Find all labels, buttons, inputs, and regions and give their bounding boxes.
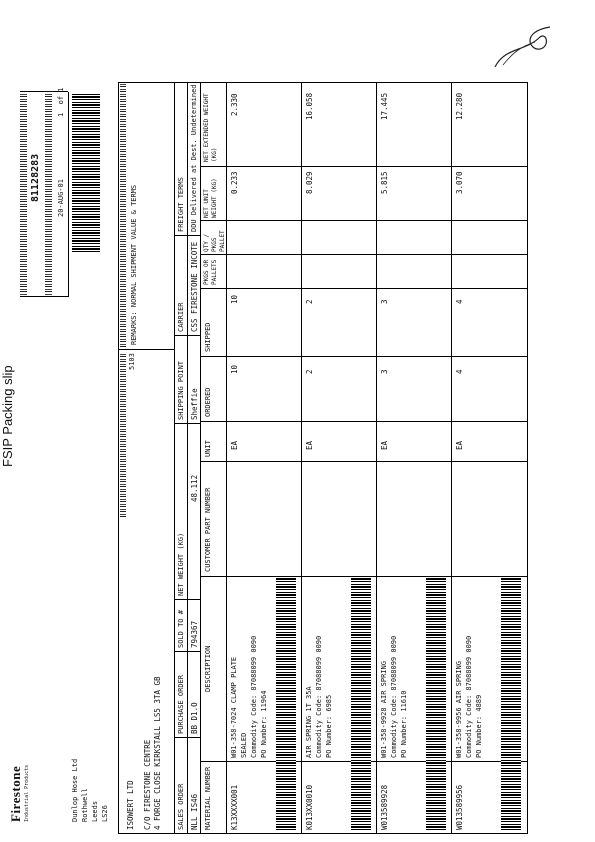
- row-desc: Commodity Code: 87088099 0090: [465, 635, 473, 758]
- packing-number: 81128283: [30, 153, 41, 202]
- row-shipped: 2: [305, 299, 314, 304]
- document-barcode: [72, 92, 100, 252]
- consignee-code: 5103: [128, 353, 136, 370]
- row-desc: PO Number: 11610: [400, 690, 408, 758]
- row-ordered: 4: [455, 369, 464, 374]
- row-net-unit: 0.233: [230, 171, 239, 194]
- row-material: K13XXXX001: [230, 784, 239, 830]
- col-customer-part: CUSTOMER PART NUMBER: [204, 487, 212, 572]
- header-hatch: [20, 92, 27, 297]
- row-desc: Commodity Code: 87088099 0090: [250, 635, 258, 758]
- row-shipped: 10: [230, 294, 239, 304]
- shipper-address: [70, 759, 110, 822]
- row-net-ext: 16.058: [305, 92, 314, 120]
- carrier-value: CSS FIRESTONE INCOTE: [190, 241, 199, 332]
- remarks-hatch: [120, 84, 126, 347]
- ship-to-address: C/O FIRESTONE CENTRE 4 FORGE CLOSE KIRKSTALL LS5 3TA GB: [143, 676, 162, 830]
- ship-to-name: ISOWERT LTD: [126, 780, 135, 830]
- row-desc: Commodity Code: 87088099 0090: [315, 635, 323, 758]
- row-desc: PO Number: 4889: [475, 694, 483, 758]
- col-qty-per-pkg: QTY / PKGS PALLET: [203, 230, 226, 252]
- row-net-unit: 8.029: [305, 171, 314, 194]
- header-sales-order: SALES ORDER: [177, 783, 185, 830]
- header-carrier: CARRIER: [177, 302, 185, 332]
- row-net-ext: 2.330: [230, 93, 239, 116]
- net-weight-value: 48.112: [190, 474, 199, 502]
- purchase-order-value: BB D1.O: [190, 702, 199, 734]
- row-desc: PO Number: 6985: [325, 694, 333, 758]
- row-shipped: 4: [455, 299, 464, 304]
- col-description: DESCRIPTION: [204, 645, 212, 692]
- row-net-unit: 3.070: [455, 171, 464, 194]
- col-shipped: SHIPPED: [204, 322, 212, 352]
- row-ordered: 3: [380, 369, 389, 374]
- col-net-ext-weight: NET EXTENDED WEIGHT (KG): [203, 93, 218, 162]
- ship-to-hatch: [120, 352, 126, 517]
- header-shipping-point: SHIPPING POINT: [177, 360, 185, 420]
- header-hatch-2: [45, 92, 52, 297]
- sales-order-value: NLL IS46: [190, 793, 199, 830]
- header-sold-to: SOLD TO #: [177, 610, 185, 648]
- row-unit: EA: [455, 440, 464, 450]
- shipper-line: Dunlop Hose Ltd: [71, 758, 79, 822]
- shipper-line: LS26: [101, 805, 109, 822]
- row-shipped: 3: [380, 299, 389, 304]
- row-unit: EA: [380, 440, 389, 450]
- row-desc: Commodity Code: 87088099 0090: [390, 635, 398, 758]
- row-desc: W01-358-9956 AIR SPRING: [455, 661, 463, 758]
- row-ordered: 10: [230, 364, 239, 374]
- page-number: 1 of 1: [57, 87, 65, 117]
- header-net-weight: NET WEIGHT (KG): [177, 532, 185, 596]
- row-barcode: [276, 575, 296, 830]
- company-logo: Firestone: [8, 765, 23, 822]
- shipper-line: Rothwell: [81, 788, 89, 822]
- col-material-number: MATERIAL NUMBER: [204, 766, 212, 830]
- remarks: REMARKS: NORMAL SHIPMENT VALUE & TERMS: [130, 184, 138, 345]
- document-date: 20-AUG-01: [57, 179, 65, 217]
- col-pkgs: PKGS OR PALLETS: [203, 259, 218, 285]
- row-desc: PO Number: 11964: [260, 690, 268, 758]
- row-ordered: 2: [305, 369, 314, 374]
- header-purchase-order: PURCHASE ORDER: [177, 674, 185, 734]
- row-barcode: [426, 575, 446, 830]
- row-unit: EA: [305, 440, 314, 450]
- row-desc: W01-358-9928 AIR SPRING: [380, 661, 388, 758]
- row-desc: SEALED: [240, 732, 248, 758]
- handwritten-signature: [485, 17, 560, 77]
- header-freight-terms: FREIGHT TERMS: [177, 177, 185, 232]
- shipper-line: Leeds: [91, 800, 99, 822]
- row-barcode: [351, 575, 371, 830]
- col-ordered: ORDERED: [204, 387, 212, 417]
- company-logo-subtitle: Industrial Products: [24, 764, 30, 822]
- table-row: [451, 82, 528, 834]
- col-net-unit-weight: NET UNIT WEIGHT (KG): [203, 178, 218, 218]
- freight-terms-value: DDU Delivered at Dest. Undetermined: [190, 84, 198, 232]
- shipping-point-value: Sheffie: [190, 388, 199, 420]
- row-material: W013589928: [380, 784, 389, 830]
- table-row: [376, 82, 451, 834]
- row-desc: AIR SPRING 1T 35A: [305, 686, 313, 758]
- table-row: [301, 82, 376, 834]
- col-unit: UNIT: [204, 440, 212, 457]
- row-net-ext: 12.280: [455, 92, 464, 120]
- row-material: K013XX0010: [305, 784, 314, 830]
- sold-to-value: 794367: [190, 620, 199, 648]
- row-net-ext: 17.445: [380, 92, 389, 120]
- row-desc: W01-358-7024 CLAMP PLATE: [230, 656, 238, 758]
- row-unit: EA: [230, 440, 239, 450]
- row-net-unit: 5.815: [380, 171, 389, 194]
- page-title: FSIP Packing slip: [0, 365, 15, 467]
- row-material: W013589956: [455, 784, 464, 830]
- row-barcode: [501, 575, 521, 830]
- table-row: [226, 82, 301, 834]
